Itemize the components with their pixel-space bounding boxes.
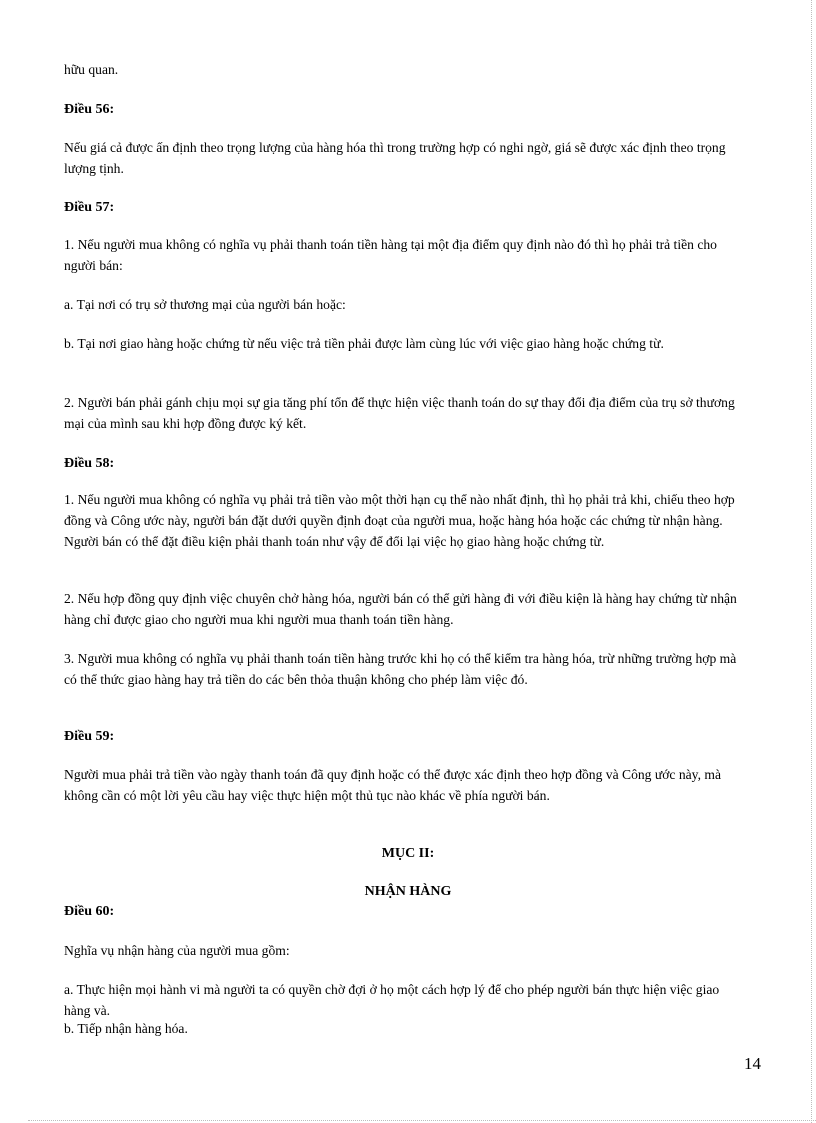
article-57-heading: Điều 57:	[64, 200, 115, 215]
article-60-heading: Điều 60:	[64, 904, 115, 919]
continuation-line: hữu quan.	[64, 62, 119, 77]
section-title: NHẬN HÀNG	[364, 884, 452, 899]
article-57-clause-1: 1. Nếu người mua không có nghĩa vụ phải thanh toán tiền hàng tại một địa điểm quy định nào đó thì họ phải trả tiền cho người bán:	[64, 237, 717, 273]
section-number: MỤC II:	[381, 846, 435, 861]
article-60-text: Nghĩa vụ nhận hàng của người mua gồm:	[64, 943, 290, 958]
article-56-heading: Điều 56:	[64, 102, 115, 117]
article-60-clause-b: b. Tiếp nhận hàng hóa.	[64, 1021, 188, 1036]
article-57-clause-b: b. Tại nơi giao hàng hoặc chứng từ nếu việc trả tiền phải được làm cùng lúc với việc giao hàng hoặc chứng từ.	[64, 336, 664, 351]
page-edge-bottom	[28, 1120, 816, 1121]
article-57-clause-a: a. Tại nơi có trụ sở thương mại của người bán hoặc:	[64, 297, 346, 312]
article-58-clause-3: 3. Người mua không có nghĩa vụ phải thanh toán tiền hàng trước khi họ có thể kiểm tra hàng hóa, trừ những trường hợp mà có thể thức giao hàng hay trả tiền do các bên thỏa thuận không cho phép làm việc đó.	[64, 651, 737, 687]
article-57-clause-2: 2. Người bán phải gánh chịu mọi sự gia tăng phí tổn để thực hiện việc thanh toán do sự thay đổi địa điểm của trụ sở thương mại của mình sau khi hợp đồng được ký kết.	[64, 395, 735, 431]
article-56-text: Nếu giá cả được ấn định theo trọng lượng của hàng hóa thì trong trường hợp có nghi ngờ, giá sẽ được xác định theo trọng lượng tịnh.	[64, 140, 726, 176]
page-edge-right	[811, 0, 812, 1123]
article-58-clause-1: 1. Nếu người mua không có nghĩa vụ phải trả tiền vào một thời hạn cụ thể nào nhất định, thì họ phải trả khi, chiếu theo hợp đồng và Công ước này, người bán đặt dưới quyền định đoạt của người mua, hoặc hàng hóa hoặc các chứng từ nhận hàng. Người bán có thể đặt điều kiện phải thanh toán như vậy để đổi lại việc họ giao hàng hoặc chứng từ.	[64, 492, 735, 549]
article-60-clause-a: a. Thực hiện mọi hành vi mà người ta có quyền chờ đợi ở họ một cách hợp lý để cho phép người bán thực hiện việc giao hàng và.	[64, 982, 720, 1018]
article-59-heading: Điều 59:	[64, 729, 115, 744]
article-58-clause-2: 2. Nếu hợp đồng quy định việc chuyên chở hàng hóa, người bán có thể gửi hàng đi với điều kiện là hàng hay chứng từ nhận hàng chỉ được giao cho người mua khi người mua thanh toán tiền hàng.	[64, 591, 737, 627]
article-59-text: Người mua phải trả tiền vào ngày thanh toán đã quy định hoặc có thể được xác định theo hợp đồng và Công ước này, mà không cần có một lời yêu cầu hay việc thực hiện một thủ tục nào khác về phía người bán.	[64, 767, 721, 803]
page-number: 14	[744, 1054, 761, 1073]
article-58-heading: Điều 58:	[64, 456, 115, 471]
